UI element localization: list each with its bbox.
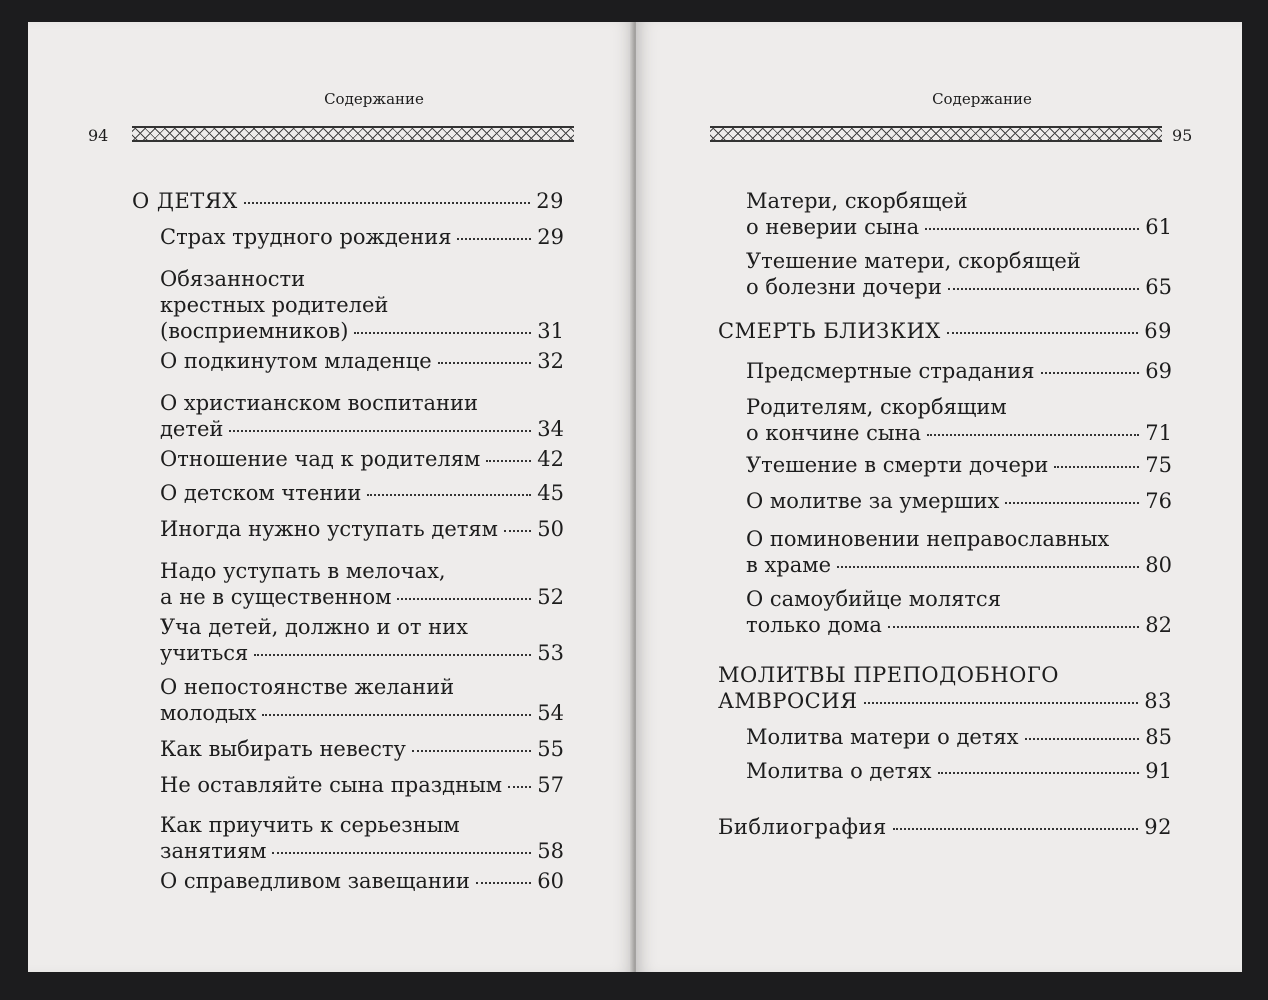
toc-entry <box>160 390 564 442</box>
toc-entry-title-line: Обязанности <box>160 267 306 291</box>
dot-leader <box>938 772 1140 774</box>
toc-entry-last-line <box>160 772 564 798</box>
toc-entry-title-line: Библиография <box>718 815 887 839</box>
toc-entry-title-line: Надо уступать в мелочах, <box>160 559 446 583</box>
toc-entry-title-line: О христианском воспитании <box>160 391 478 415</box>
toc-entry-title-line: Родителям, скорбящим <box>746 395 1007 419</box>
toc-entry-last-line <box>160 480 564 506</box>
toc-page-number: 71 <box>1145 421 1172 445</box>
toc-entry-last-line <box>160 224 564 250</box>
toc-entry <box>160 558 564 610</box>
toc-page-number: 91 <box>1145 759 1172 783</box>
running-head: Содержание <box>324 90 424 108</box>
toc-page-number: 76 <box>1145 489 1172 513</box>
toc-entry-last-line <box>160 516 564 542</box>
dot-leader <box>476 882 531 884</box>
toc-entry-title-line: О непостоянстве желаний <box>160 675 455 699</box>
toc-entry-title-line: в храме <box>746 553 832 577</box>
toc-page-number: 53 <box>537 641 564 665</box>
toc-entry-last-line <box>746 214 1172 240</box>
dot-leader <box>486 460 531 462</box>
toc-entry-last-line <box>718 688 1172 714</box>
toc-entry-last-line <box>746 420 1172 446</box>
toc-section-entry <box>132 188 564 214</box>
toc-entry-title-line: О детском чтении <box>160 481 362 505</box>
dot-leader <box>893 828 1139 830</box>
toc-page-number: 83 <box>1144 689 1172 713</box>
running-head: Содержание <box>932 90 1032 108</box>
toc-entry <box>746 248 1172 300</box>
toc-entry <box>746 188 1172 240</box>
toc-entry <box>746 394 1172 446</box>
toc-entry-title-line: Уча детей, должно и от них <box>160 615 468 639</box>
toc-page-number: 29 <box>536 189 564 213</box>
toc-entry-last-line <box>160 416 564 442</box>
toc-entry-last-line <box>746 612 1172 638</box>
toc-entry-title-line: а не в существенном <box>160 585 392 609</box>
toc-entry-last-line <box>746 274 1172 300</box>
page-number: 94 <box>88 126 109 145</box>
toc-entry <box>160 480 564 506</box>
dot-leader <box>864 702 1139 704</box>
right-page <box>636 22 1242 972</box>
toc-entry-last-line <box>746 452 1172 478</box>
toc-entry <box>160 772 564 798</box>
toc-entry-last-line <box>746 488 1172 514</box>
toc-entry <box>160 812 564 864</box>
toc-page-number: 50 <box>537 517 564 541</box>
toc-entry-title-line: О справедливом завещании <box>160 869 470 893</box>
toc-entry-last-line <box>132 188 564 214</box>
dot-leader <box>254 654 531 656</box>
toc-page-number: 58 <box>537 839 564 863</box>
toc-entry <box>746 452 1172 478</box>
dot-leader <box>504 530 531 532</box>
toc-page-number: 60 <box>537 869 564 893</box>
toc-page-number: 54 <box>537 701 564 725</box>
dot-leader <box>927 434 1139 436</box>
dot-leader <box>1041 372 1140 374</box>
toc-entry-title-line: Утешение матери, скорбящей <box>746 249 1081 273</box>
toc-page-number: 61 <box>1145 215 1172 239</box>
dot-leader <box>837 566 1139 568</box>
toc-page-number: 52 <box>537 585 564 609</box>
toc-entry <box>160 348 564 374</box>
dot-leader <box>948 288 1139 290</box>
toc-entry-title-line: СМЕРТЬ БЛИЗКИХ <box>718 319 941 343</box>
toc-entry-title-line: Предсмертные страдания <box>746 359 1035 383</box>
toc-entry-last-line <box>160 736 564 762</box>
toc-page-number: 69 <box>1144 319 1172 343</box>
toc-page-number: 85 <box>1145 725 1172 749</box>
toc-entry-title-line: АМВРОСИЯ <box>718 689 858 713</box>
toc-entry-title-line: только дома <box>746 613 882 637</box>
toc-entry-title-line: занятиям <box>160 839 267 863</box>
toc-entry-title-line: о кончине сына <box>746 421 922 445</box>
toc-page-number: 29 <box>537 225 564 249</box>
toc-entry-last-line <box>746 724 1172 750</box>
toc-entry-title-line: О поминовении неправославных <box>746 527 1110 551</box>
toc-entry-title-line: молодых <box>160 701 257 725</box>
dot-leader <box>947 332 1139 334</box>
toc-entry <box>746 586 1172 638</box>
toc-entry-title-line: о болезни дочери <box>746 275 942 299</box>
toc-entry-title-line: детей <box>160 417 224 441</box>
dot-leader <box>262 714 531 716</box>
toc-entry <box>160 674 564 726</box>
toc-entry <box>746 724 1172 750</box>
toc-entry-title-line: Молитва матери о детях <box>746 725 1019 749</box>
toc-page-number: 45 <box>537 481 564 505</box>
toc-page-number: 31 <box>537 319 564 343</box>
toc-entry-last-line <box>746 552 1172 578</box>
dot-leader <box>367 494 531 496</box>
toc-page-number: 75 <box>1145 453 1172 477</box>
toc-entry-title-line: Молитва о детях <box>746 759 932 783</box>
toc-entry-last-line <box>718 814 1172 840</box>
toc-page-number: 55 <box>537 737 564 761</box>
toc-entry <box>160 516 564 542</box>
toc-entry-title-line: учиться <box>160 641 249 665</box>
toc-section-entry <box>718 318 1172 344</box>
toc-entry-title-line: Не оставляйте сына праздным <box>160 773 503 797</box>
toc-entry-title-line: Матери, скорбящей <box>746 189 968 213</box>
dot-leader <box>1005 502 1139 504</box>
dot-leader <box>397 598 531 600</box>
left-page <box>28 22 634 972</box>
dot-leader <box>1025 738 1140 740</box>
toc-entry <box>160 736 564 762</box>
dot-leader <box>888 626 1139 628</box>
toc-entry-last-line <box>160 446 564 472</box>
toc-page-number: 69 <box>1145 359 1172 383</box>
dot-leader <box>354 332 531 334</box>
toc-entry-title-line: О самоубийце молятся <box>746 587 1001 611</box>
toc-entry <box>746 358 1172 384</box>
toc-entry <box>160 224 564 250</box>
toc-entry-last-line <box>160 868 564 894</box>
dot-leader <box>1054 466 1139 468</box>
toc-section-entry <box>718 662 1172 714</box>
toc-page-number: 65 <box>1145 275 1172 299</box>
toc-entry-last-line <box>160 318 564 344</box>
ornament-rule <box>132 126 574 142</box>
toc-page-number: 57 <box>537 773 564 797</box>
toc-section-entry <box>718 814 1172 840</box>
toc-page-number: 42 <box>537 447 564 471</box>
toc-entry-last-line <box>160 700 564 726</box>
toc-entry <box>160 614 564 666</box>
page-number: 95 <box>1172 126 1193 145</box>
toc-entry <box>746 758 1172 784</box>
dot-leader <box>925 228 1139 230</box>
toc-entry-title-line: Страх трудного рождения <box>160 225 452 249</box>
toc-entry-title-line: О молитве за умерших <box>746 489 1000 513</box>
dot-leader <box>244 202 531 204</box>
toc-entry <box>160 868 564 894</box>
dot-leader <box>272 852 531 854</box>
toc-page-number: 92 <box>1144 815 1172 839</box>
toc-entry <box>160 446 564 472</box>
toc-entry-title-line: МОЛИТВЫ ПРЕПОДОБНОГО <box>718 663 1060 687</box>
toc-entry-title-line: о неверии сына <box>746 215 920 239</box>
toc-entry-title-line: Иногда нужно уступать детям <box>160 517 498 541</box>
toc-entry <box>746 488 1172 514</box>
ornament-rule <box>710 126 1162 142</box>
toc-entry <box>160 266 564 344</box>
dot-leader <box>412 750 531 752</box>
toc-entry-last-line <box>746 758 1172 784</box>
dot-leader <box>229 430 531 432</box>
toc-page-number: 80 <box>1145 553 1172 577</box>
toc-entry-title-line: крестных родителей <box>160 293 389 317</box>
toc-entry-title-line: О ДЕТЯХ <box>132 189 238 213</box>
toc-entry-title-line: Отношение чад к родителям <box>160 447 481 471</box>
toc-page-number: 34 <box>537 417 564 441</box>
dot-leader <box>457 238 531 240</box>
dot-leader <box>508 786 531 788</box>
toc-entry-title-line: (восприемников) <box>160 319 349 343</box>
toc-entry-title-line: Как приучить к серьезным <box>160 813 460 837</box>
toc-entry-last-line <box>746 358 1172 384</box>
toc-entry-last-line <box>160 838 564 864</box>
toc-entry <box>746 526 1172 578</box>
toc-entry-title-line: Как выбирать невесту <box>160 737 406 761</box>
toc-entry-last-line <box>160 584 564 610</box>
toc-entry-last-line <box>160 640 564 666</box>
toc-entry-title-line: Утешение в смерти дочери <box>746 453 1049 477</box>
toc-entry-last-line <box>718 318 1172 344</box>
toc-entry-title-line: О подкинутом младенце <box>160 349 432 373</box>
toc-page-number: 32 <box>537 349 564 373</box>
toc-entry-last-line <box>160 348 564 374</box>
dot-leader <box>438 362 532 364</box>
toc-page-number: 82 <box>1145 613 1172 637</box>
